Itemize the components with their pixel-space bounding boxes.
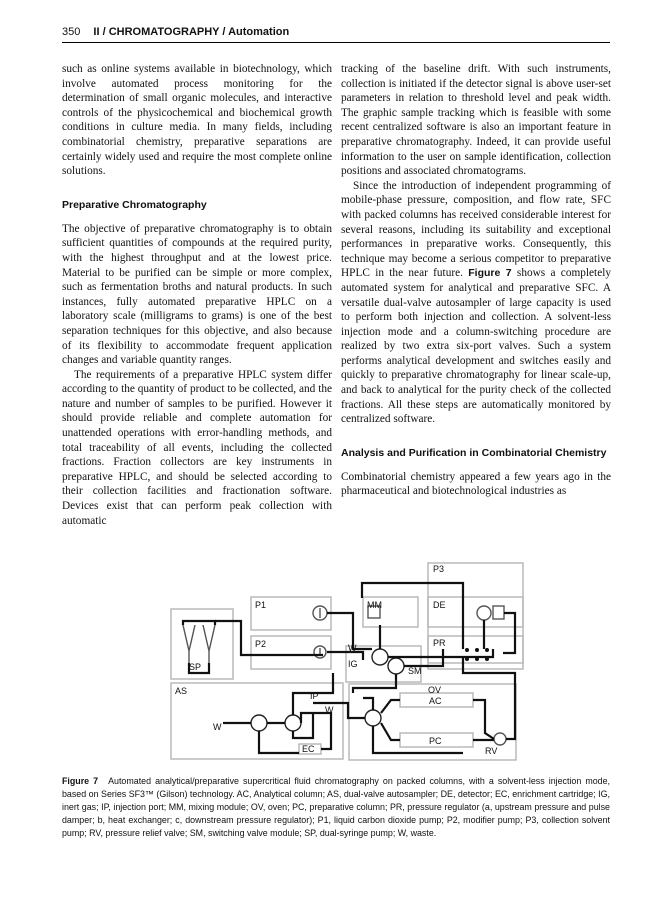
label-mm: MM	[367, 600, 382, 610]
label-w-left: W	[213, 722, 222, 732]
label-p2: P2	[255, 639, 267, 649]
label-pc: PC	[429, 736, 442, 746]
syringe-1-icon	[183, 625, 195, 651]
p3-pump-icon	[477, 606, 491, 620]
label-ov: OV	[428, 685, 442, 695]
left-column	[62, 62, 332, 528]
label-de: DE	[433, 600, 446, 610]
right-paragraph-2	[341, 179, 611, 427]
right-column	[341, 62, 611, 499]
label-p1: P1	[255, 600, 267, 610]
dual-syringe-pump	[183, 625, 215, 663]
label-ip: IP	[310, 691, 319, 701]
sfc-system-schematic	[163, 553, 533, 765]
figure-caption	[62, 775, 610, 840]
label-pr: PR	[433, 638, 446, 648]
column-switch-valve	[365, 710, 381, 726]
left-paragraph-3: The requirements of a preparative HPLC system differ according to the quantity of product to be collected, and the nature and number of samples to be purified. However it should provide reliable and complete automation for unattended operations with error-handling methods, and total traceability of all events, including the collected fractions. Fraction collectors are key instruments in preparative HPLC, and should be selected according to their collection facilities and fractionation software. Devices exist that can perform peak collection with automatic	[62, 368, 332, 527]
left-paragraph-1: such as online systems available in biotechnology, which involve automated process monitoring for the determination of small organic molecules, and interactive controls of the physicochemical and biochemical growth conditions in culture media. In many fields, including combinatorial chemistry, preparative separations are certainly widely used and require the most complete online solutions.	[62, 63, 332, 178]
left-paragraph-2: The objective of preparative chromatography is to obtain sufficient quantities of compounds at the required purity, with the highest throughput and at the lowest price. Material to be purified can be simple or more complex, such as fermentation broths and natural products. In such instances, fully automated preparative HPLC on a laboratory scale (milligrams to grams) is one of the best separation techniques for this objective, and also because of its flexibility to accommodate frequent application changes and variable quantity ranges.	[62, 222, 332, 367]
figure-7-diagram	[163, 553, 533, 770]
page-number: 350	[62, 26, 81, 38]
sp-module-box	[171, 609, 233, 679]
six-port-valves	[251, 649, 404, 731]
right-paragraph-3: Combinatorial chemistry appeared a few years ago in the pharmaceutical and biotechnological industries as	[341, 470, 611, 498]
right-paragraph-1: tracking of the baseline drift. With such instruments, collection is initiated if the detector signal is above user-set parameters in relation to threshold level and peak width. The graphic sample tracking which is feasible with some recent centralized software is also an important feature in preparative chromatography. Indeed, it can provide useful information to the user on sample identification, collection positions and associated chromatograms.	[341, 63, 611, 178]
detector-cell-icon	[493, 606, 504, 619]
running-title: II / CHROMATOGRAPHY / Automation	[93, 26, 290, 38]
running-header	[62, 26, 610, 43]
label-ec: EC	[302, 744, 315, 754]
label-as: AS	[175, 686, 188, 696]
figure-reference: Figure 7	[468, 267, 512, 280]
label-p3: P3	[433, 564, 445, 574]
autosampler-valve-2	[285, 715, 301, 731]
section-heading-combinatorial: Analysis and Purification in Combinatorial Chemistry	[341, 446, 607, 459]
label-w-mid: W	[325, 705, 334, 715]
syringe-2-icon	[203, 625, 215, 651]
relief-valve-icon	[494, 733, 506, 745]
switching-valve-1	[372, 649, 388, 665]
module-boxes	[171, 563, 523, 760]
label-ac: AC	[429, 696, 442, 706]
right-paragraph-2a: Since the introduction of independent programming of mobile-phase pressure, composition, and flow rate, SFC with packed columns has received considerable interest for several reasons, including its suitability and exceptional performances in preparative works. Consequently, this technique may become a serious competitor to preparative HPLC in the near future.	[341, 179, 611, 280]
caption-text: Automated analytical/preparative supercritical fluid chromatography on packed columns, with a solvent-less injection mode, based on Series SF3™ (Gilson) technology. AC, Analytical column; AS, dual-valve autosampler; DE, detector; EC, enrichment cartridge; IG, inert gas; IP, injection port; MM, mixing module; OV, oven; PC, preparative column; PR, pressure regulator (a, upstream pressure and pulse damper; b, heat exchanger; c, downstream pressure regulator); P1, liquid carbon dioxide pump; P2, modifier pump; P3, collection solvent pump; RV, pressure relief valve; SM, switching valve module; SP, dual-syringe pump; W, waste.	[62, 776, 610, 838]
switching-valve-2	[388, 658, 404, 674]
label-sm: SM	[408, 666, 422, 676]
label-rv: RV	[485, 746, 498, 756]
section-heading-preparative: Preparative Chromatography	[62, 198, 207, 211]
autosampler-valve-1	[251, 715, 267, 731]
label-sp: SP	[189, 662, 202, 672]
figure-label: Figure 7	[62, 776, 99, 786]
label-ig: IG	[348, 659, 358, 669]
right-paragraph-2b: shows a completely automated system for analytical and preparative SFC. A versatile dual-valve autosampler of large capacity is used to perform both injection and collection. A solvent-less injection mode and a column-switching procedure are realized by two extra six-port valves. Such a system performs analytical development and switches easily and quickly to preparative chromatography for linear scale-up, and back to analytical for the purity check of the collected fractions. All these steps are automatically monitored by centralized software.	[341, 267, 611, 426]
label-w-top: W	[348, 643, 357, 653]
pressure-regulator-dots	[465, 648, 489, 661]
